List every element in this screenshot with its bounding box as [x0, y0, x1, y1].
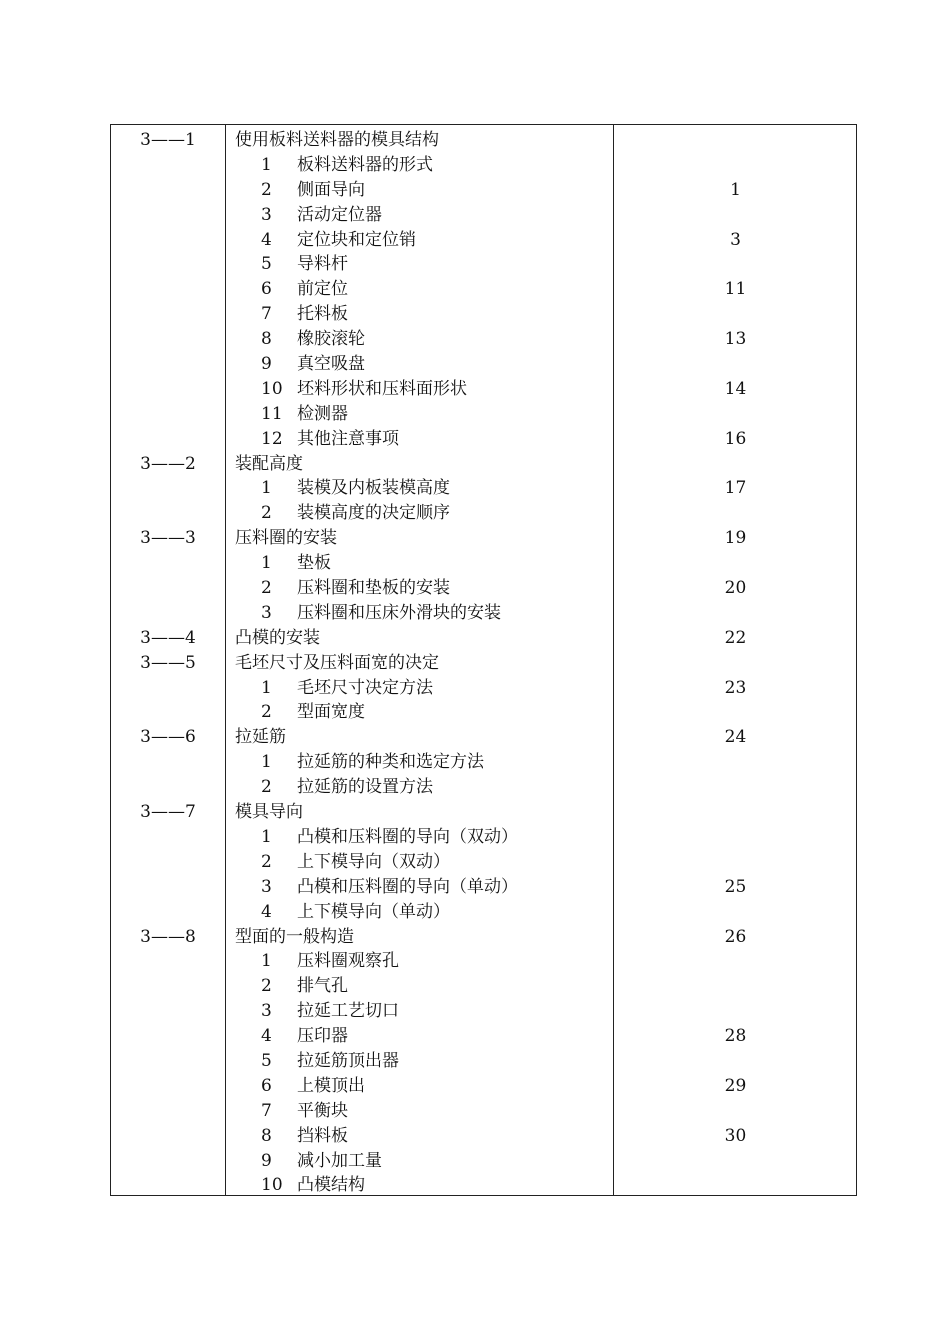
subsection-title: 上下模导向（双动） — [297, 851, 450, 872]
subsection-number: 10 — [261, 378, 283, 399]
subsection-number: 7 — [261, 1100, 272, 1121]
toc-row — [111, 327, 856, 352]
toc-row — [111, 875, 856, 900]
toc-row — [111, 228, 856, 253]
toc-row — [111, 1074, 856, 1099]
subsection-number: 10 — [261, 1175, 283, 1196]
subsection-title: 压料圈观察孔 — [297, 951, 399, 972]
toc-row — [111, 576, 856, 601]
toc-row — [111, 352, 856, 377]
toc-row — [111, 302, 856, 327]
subsection-title: 上下模导向（单动） — [297, 901, 450, 922]
toc-row — [111, 999, 856, 1024]
toc-row — [111, 925, 856, 950]
subsection-title: 检测器 — [297, 403, 348, 424]
subsection-title: 橡胶滚轮 — [297, 329, 365, 350]
toc-row — [111, 949, 856, 974]
section-number: 3——1 — [140, 130, 196, 150]
subsection-number: 3 — [261, 1001, 272, 1022]
page-number: 14 — [724, 378, 747, 399]
page-number: 25 — [724, 876, 747, 897]
subsection-number: 7 — [261, 304, 272, 325]
subsection-number: 9 — [261, 354, 272, 375]
subsection-title: 活动定位器 — [297, 204, 382, 225]
subsection-number: 1 — [261, 553, 272, 574]
section-number: 3——8 — [140, 926, 196, 947]
page-number: 11 — [724, 279, 747, 300]
subsection-title: 凸模结构 — [297, 1175, 365, 1196]
subsection-title: 坯料形状和压料面形状 — [297, 378, 467, 399]
toc-row — [111, 775, 856, 800]
page-number: 20 — [724, 578, 747, 599]
toc-row — [111, 626, 856, 651]
page-number: 26 — [724, 926, 747, 947]
toc-row — [111, 128, 856, 153]
subsection-number: 9 — [261, 1150, 272, 1171]
toc-row — [111, 427, 856, 452]
page-number: 23 — [724, 677, 747, 698]
toc-row — [111, 601, 856, 626]
subsection-number: 4 — [261, 1026, 272, 1047]
toc-row — [111, 676, 856, 701]
page-number: 28 — [724, 1026, 747, 1047]
subsection-number: 2 — [261, 851, 272, 872]
subsection-title: 毛坯尺寸决定方法 — [297, 677, 433, 698]
section-number: 3——6 — [140, 727, 196, 748]
subsection-title: 板料送料器的形式 — [297, 154, 433, 175]
subsection-title: 拉延工艺切口 — [297, 1001, 399, 1022]
section-title: 装配高度 — [235, 453, 303, 474]
subsection-title: 垫板 — [297, 553, 331, 574]
section-title: 压料圈的安装 — [235, 528, 337, 549]
subsection-title: 侧面导向 — [297, 179, 365, 200]
page-number: 13 — [724, 329, 747, 350]
section-number: 3——5 — [140, 652, 196, 673]
subsection-number: 3 — [261, 602, 272, 623]
subsection-title: 拉延筋的设置方法 — [297, 777, 433, 798]
subsection-title: 压料圈和压床外滑块的安装 — [297, 602, 501, 623]
subsection-number: 4 — [261, 229, 272, 250]
page-number: 17 — [724, 478, 747, 499]
subsection-title: 压印器 — [297, 1026, 348, 1047]
page-number: 29 — [724, 1075, 747, 1096]
section-title: 使用板料送料器的模具结构 — [235, 130, 439, 150]
subsection-title: 装模及内板装模高度 — [297, 478, 450, 499]
section-title: 凸模的安装 — [235, 627, 320, 648]
toc-row — [111, 725, 856, 750]
subsection-title: 排气孔 — [297, 976, 348, 997]
subsection-number: 6 — [261, 279, 272, 300]
toc-row — [111, 402, 856, 427]
section-title: 毛坯尺寸及压料面宽的决定 — [235, 652, 439, 673]
toc-row — [111, 1049, 856, 1074]
subsection-number: 1 — [261, 677, 272, 698]
page-number: 19 — [724, 528, 747, 549]
subsection-title: 导料杆 — [297, 254, 348, 275]
toc-row — [111, 825, 856, 850]
subsection-number: 3 — [261, 876, 272, 897]
section-number: 3——7 — [140, 802, 196, 823]
subsection-title: 拉延筋顶出器 — [297, 1050, 399, 1071]
subsection-number: 1 — [261, 154, 272, 175]
subsection-number: 5 — [261, 1050, 272, 1071]
toc-rows — [111, 128, 856, 1198]
page-number: 22 — [724, 627, 747, 648]
subsection-number: 2 — [261, 503, 272, 524]
toc-row — [111, 526, 856, 551]
subsection-number: 1 — [261, 752, 272, 773]
subsection-title: 拉延筋的种类和选定方法 — [297, 752, 484, 773]
subsection-number: 1 — [261, 951, 272, 972]
toc-row — [111, 1099, 856, 1124]
subsection-title: 托料板 — [297, 304, 348, 325]
subsection-number: 8 — [261, 1125, 272, 1146]
section-number: 3——3 — [140, 528, 196, 549]
subsection-title: 型面宽度 — [297, 702, 365, 723]
toc-row — [111, 377, 856, 402]
toc-row — [111, 501, 856, 526]
section-number: 3——4 — [140, 627, 196, 648]
subsection-number: 2 — [261, 179, 272, 200]
page-number: 16 — [724, 428, 747, 449]
subsection-number: 2 — [261, 777, 272, 798]
toc-row — [111, 850, 856, 875]
subsection-number: 5 — [261, 254, 272, 275]
toc-row — [111, 178, 856, 203]
subsection-number: 6 — [261, 1075, 272, 1096]
subsection-title: 挡料板 — [297, 1125, 348, 1146]
toc-row — [111, 651, 856, 676]
page-number: 24 — [724, 727, 747, 748]
subsection-number: 2 — [261, 976, 272, 997]
toc-row — [111, 551, 856, 576]
toc-row — [111, 153, 856, 178]
toc-table — [110, 124, 857, 1196]
toc-row — [111, 452, 856, 477]
toc-row — [111, 252, 856, 277]
toc-row — [111, 800, 856, 825]
toc-row — [111, 1173, 856, 1198]
subsection-number: 1 — [261, 826, 272, 847]
toc-row — [111, 974, 856, 999]
subsection-number: 3 — [261, 204, 272, 225]
toc-row — [111, 1149, 856, 1174]
subsection-title: 凸模和压料圈的导向（单动） — [297, 876, 518, 897]
subsection-title: 真空吸盘 — [297, 354, 365, 375]
subsection-number: 11 — [261, 403, 283, 424]
toc-row — [111, 476, 856, 501]
subsection-number: 4 — [261, 901, 272, 922]
subsection-number: 2 — [261, 702, 272, 723]
subsection-title: 其他注意事项 — [297, 428, 399, 449]
subsection-number: 8 — [261, 329, 272, 350]
toc-row — [111, 1024, 856, 1049]
toc-row — [111, 203, 856, 228]
toc-row — [111, 1124, 856, 1149]
section-title: 拉延筋 — [235, 727, 286, 748]
page-number: 3 — [730, 229, 741, 250]
subsection-title: 装模高度的决定顺序 — [297, 503, 450, 524]
section-title: 模具导向 — [235, 802, 303, 823]
subsection-title: 减小加工量 — [297, 1150, 382, 1171]
page-number: 30 — [724, 1125, 747, 1146]
subsection-title: 平衡块 — [297, 1100, 348, 1121]
toc-row — [111, 277, 856, 302]
subsection-number: 2 — [261, 578, 272, 599]
subsection-title: 前定位 — [297, 279, 348, 300]
subsection-title: 上模顶出 — [297, 1075, 365, 1096]
subsection-title: 定位块和定位销 — [297, 229, 416, 250]
subsection-title: 压料圈和垫板的安装 — [297, 578, 450, 599]
section-number: 3——2 — [140, 453, 196, 474]
toc-row — [111, 750, 856, 775]
toc-row — [111, 700, 856, 725]
toc-row — [111, 900, 856, 925]
subsection-number: 12 — [261, 428, 283, 449]
page-number: 1 — [730, 179, 741, 200]
subsection-title: 凸模和压料圈的导向（双动） — [297, 826, 518, 847]
section-title: 型面的一般构造 — [235, 926, 354, 947]
subsection-number: 1 — [261, 478, 272, 499]
